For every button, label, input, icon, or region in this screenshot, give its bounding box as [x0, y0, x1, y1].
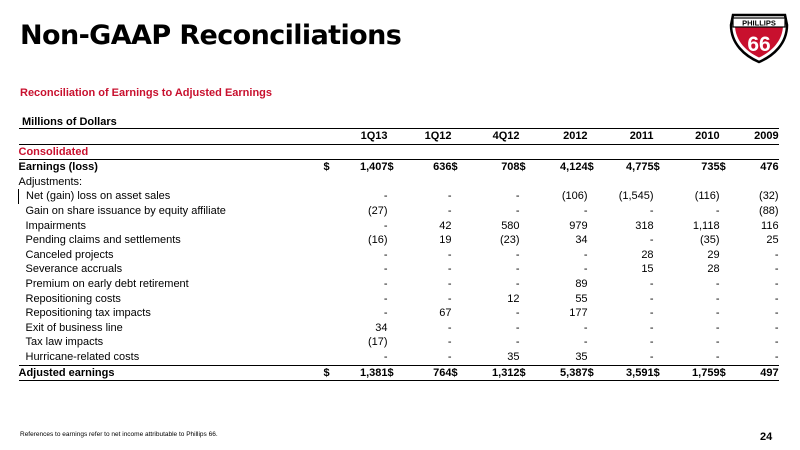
- spacer-cell: [452, 262, 466, 277]
- spacer-cell: [324, 219, 336, 234]
- adjustment-label: Gain on share issuance by equity affiliate: [25, 204, 226, 217]
- spacer-cell: [324, 321, 336, 336]
- spacer-cell: [324, 306, 336, 321]
- value-cell: 35: [575, 350, 588, 363]
- value-cell: 1,759: [668, 365, 720, 381]
- page-number: 24: [760, 431, 773, 443]
- spacer-cell: [520, 262, 534, 277]
- value-cell: -: [583, 204, 588, 217]
- value-cell: 1,407: [336, 160, 388, 175]
- value-cell: (106): [561, 190, 588, 203]
- column-header: 2009: [720, 129, 779, 145]
- phillips-66-shield-logo: [727, 10, 791, 64]
- spacer-cell: [588, 262, 602, 277]
- adjustments-header-row: [19, 175, 779, 190]
- currency-symbol: $: [388, 160, 402, 175]
- spacer-cell: [654, 277, 668, 292]
- value-cell: -: [774, 336, 779, 349]
- value-cell: -: [774, 248, 779, 261]
- spacer-cell: [520, 233, 534, 248]
- adjustment-label: Tax law impacts: [25, 336, 104, 349]
- value-cell: -: [774, 350, 779, 363]
- earnings-row-label: Earnings (loss): [19, 160, 324, 175]
- value-cell: 636: [402, 160, 452, 175]
- adjustment-row: [19, 292, 779, 307]
- spacer-cell: [520, 335, 534, 350]
- spacer-cell: [388, 306, 402, 321]
- value-cell: (1,545): [618, 190, 654, 203]
- value-cell: -: [515, 263, 520, 276]
- spacer-cell: [452, 277, 466, 292]
- value-cell: 764: [402, 365, 452, 381]
- spacer-cell: [654, 321, 668, 336]
- earnings-row: [19, 160, 779, 175]
- spacer-cell: [654, 219, 668, 234]
- adjustment-row: [19, 219, 779, 234]
- spacer-cell: [654, 350, 668, 365]
- adjustment-row: [19, 321, 779, 336]
- spacer-cell: [452, 306, 466, 321]
- value-cell: 735: [668, 160, 720, 175]
- spacer-cell: [520, 292, 534, 307]
- spacer-cell: [452, 189, 466, 204]
- value-cell: -: [383, 277, 388, 290]
- section-title: Reconciliation of Earnings to Adjusted Earnings: [20, 87, 273, 99]
- page-title: Non-GAAP Reconciliations: [20, 20, 402, 51]
- currency-symbol: $: [324, 365, 336, 381]
- value-cell: -: [515, 336, 520, 349]
- value-cell: -: [515, 190, 520, 203]
- spacer-cell: [588, 233, 602, 248]
- spacer-cell: [388, 262, 402, 277]
- value-cell: -: [447, 190, 452, 203]
- spacer-cell: [588, 306, 602, 321]
- value-cell: 19: [439, 234, 452, 247]
- value-cell: 4,775: [602, 160, 654, 175]
- spacer-cell: [588, 350, 602, 365]
- adjustments-label: Adjustments:: [18, 175, 83, 188]
- adjustment-row: [19, 189, 779, 204]
- spacer-cell: [720, 219, 734, 234]
- spacer-cell: [452, 248, 466, 263]
- spacer-cell: [720, 277, 734, 292]
- value-cell: 979: [569, 219, 588, 232]
- spacer-cell: [520, 219, 534, 234]
- spacer-cell: [654, 204, 668, 219]
- spacer-cell: [654, 189, 668, 204]
- spacer-cell: [654, 335, 668, 350]
- spacer-cell: [452, 233, 466, 248]
- value-cell: 116: [761, 219, 779, 232]
- value-cell: -: [583, 321, 588, 334]
- spacer-cell: [324, 292, 336, 307]
- value-cell: -: [447, 277, 452, 290]
- value-cell: -: [515, 204, 520, 217]
- value-cell: 497: [734, 365, 779, 381]
- value-cell: -: [383, 292, 388, 305]
- spacer-cell: [588, 189, 602, 204]
- spacer-cell: [654, 262, 668, 277]
- spacer-cell: [324, 248, 336, 263]
- value-cell: -: [649, 292, 654, 305]
- value-cell: -: [447, 263, 452, 276]
- column-header: 4Q12: [452, 129, 520, 145]
- value-cell: -: [649, 234, 654, 247]
- spacer-cell: [720, 335, 734, 350]
- adjustment-label: Hurricane-related costs: [25, 350, 140, 363]
- spacer-cell: [588, 204, 602, 219]
- currency-symbol: $: [452, 365, 466, 381]
- currency-symbol: $: [654, 160, 668, 175]
- spacer-cell: [452, 335, 466, 350]
- currency-symbol: $: [388, 365, 402, 381]
- value-cell: (23): [499, 234, 520, 247]
- footnote: References to earnings refer to net income attributable to Phillips 66.: [20, 431, 218, 438]
- currency-symbol: $: [720, 365, 734, 381]
- adjustment-label: Premium on early debt retirement: [25, 277, 189, 290]
- value-cell: (16): [367, 234, 388, 247]
- adjustment-row: [19, 277, 779, 292]
- value-cell: -: [383, 219, 388, 232]
- spacer-cell: [588, 321, 602, 336]
- value-cell: -: [383, 263, 388, 276]
- spacer-cell: [720, 350, 734, 365]
- spacer-cell: [388, 350, 402, 365]
- value-cell: 35: [507, 350, 520, 363]
- value-cell: 29: [707, 248, 720, 261]
- spacer-cell: [324, 189, 336, 204]
- value-cell: 4,124: [534, 160, 588, 175]
- adjustment-row: [19, 350, 779, 365]
- value-cell: -: [447, 350, 452, 363]
- currency-symbol: $: [720, 160, 734, 175]
- value-cell: -: [774, 321, 779, 334]
- value-cell: 34: [375, 321, 388, 334]
- value-cell: -: [774, 263, 779, 276]
- value-cell: -: [715, 277, 720, 290]
- spacer-cell: [520, 189, 534, 204]
- spacer-cell: [588, 335, 602, 350]
- spacer-cell: [452, 292, 466, 307]
- currency-symbol: $: [654, 365, 668, 381]
- currency-symbol: $: [520, 160, 534, 175]
- value-cell: 177: [569, 307, 588, 320]
- currency-symbol: $: [452, 160, 466, 175]
- spacer-cell: [324, 350, 336, 365]
- value-cell: 708: [466, 160, 520, 175]
- spacer-cell: [324, 277, 336, 292]
- column-header: 2012: [520, 129, 588, 145]
- spacer-cell: [588, 292, 602, 307]
- spacer-cell: [324, 335, 336, 350]
- value-cell: -: [383, 248, 388, 261]
- spacer-cell: [720, 248, 734, 263]
- value-cell: -: [383, 190, 388, 203]
- value-cell: (27): [367, 204, 388, 217]
- value-cell: -: [649, 321, 654, 334]
- value-cell: 25: [766, 234, 779, 247]
- spacer-cell: [452, 204, 466, 219]
- adjustment-row: [19, 248, 779, 263]
- value-cell: 3,591: [602, 365, 654, 381]
- logo-text-phillips: PHILLIPS: [742, 18, 776, 28]
- currency-symbol: $: [588, 160, 602, 175]
- value-cell: -: [447, 336, 452, 349]
- spacer-cell: [520, 248, 534, 263]
- value-cell: 12: [507, 292, 520, 305]
- value-cell: -: [715, 292, 720, 305]
- value-cell: 1,118: [692, 219, 720, 232]
- value-cell: -: [774, 277, 779, 290]
- adjustment-row: [19, 233, 779, 248]
- adjustment-label: Repositioning costs: [25, 292, 121, 305]
- value-cell: 55: [575, 292, 588, 305]
- spacer-cell: [452, 219, 466, 234]
- value-cell: -: [715, 321, 720, 334]
- adjustment-label: Net (gain) loss on asset sales: [19, 189, 324, 204]
- adjusted-earnings-row-label: Adjusted earnings: [19, 365, 324, 381]
- value-cell: 1,312: [466, 365, 520, 381]
- value-cell: -: [447, 292, 452, 305]
- spacer-cell: [388, 189, 402, 204]
- spacer-cell: [388, 335, 402, 350]
- adjustment-label: Repositioning tax impacts: [25, 307, 151, 320]
- spacer-cell: [388, 292, 402, 307]
- value-cell: -: [447, 204, 452, 217]
- column-header: 1Q13: [324, 129, 388, 145]
- value-cell: -: [447, 248, 452, 261]
- adjustment-row: [19, 204, 779, 219]
- currency-symbol: $: [588, 365, 602, 381]
- spacer-cell: [324, 204, 336, 219]
- value-cell: 15: [641, 263, 654, 276]
- value-cell: -: [649, 350, 654, 363]
- value-cell: -: [515, 248, 520, 261]
- spacer-cell: [720, 233, 734, 248]
- units-label: Millions of Dollars: [22, 116, 117, 128]
- logo-text-66: 66: [747, 33, 771, 56]
- value-cell: 42: [439, 219, 452, 232]
- value-cell: 580: [501, 219, 520, 232]
- value-cell: 34: [575, 234, 588, 247]
- value-cell: 5,387: [534, 365, 588, 381]
- spacer-cell: [388, 277, 402, 292]
- spacer-cell: [654, 233, 668, 248]
- value-cell: -: [583, 336, 588, 349]
- column-header: 2011: [588, 129, 654, 145]
- header-blank: [19, 129, 324, 145]
- adjustment-label: Pending claims and settlements: [25, 234, 181, 247]
- value-cell: -: [515, 307, 520, 320]
- adjustment-label: Impairments: [25, 219, 87, 232]
- value-cell: (35): [700, 234, 720, 247]
- adjustment-label: Canceled projects: [25, 248, 114, 261]
- column-header: 2010: [654, 129, 720, 145]
- adjustment-row: [19, 335, 779, 350]
- spacer-cell: [520, 277, 534, 292]
- spacer-cell: [520, 306, 534, 321]
- spacer-cell: [388, 321, 402, 336]
- value-cell: -: [715, 204, 720, 217]
- value-cell: -: [583, 263, 588, 276]
- spacer-cell: [388, 248, 402, 263]
- spacer-cell: [452, 350, 466, 365]
- spacer-cell: [388, 233, 402, 248]
- value-cell: (17): [367, 336, 388, 349]
- value-cell: -: [649, 336, 654, 349]
- value-cell: -: [583, 248, 588, 261]
- value-cell: -: [649, 277, 654, 290]
- value-cell: -: [515, 277, 520, 290]
- value-cell: 28: [641, 248, 654, 261]
- value-cell: 476: [734, 160, 779, 175]
- spacer-cell: [720, 292, 734, 307]
- spacer-cell: [452, 321, 466, 336]
- spacer-cell: [520, 350, 534, 365]
- value-cell: 318: [635, 219, 654, 232]
- value-cell: -: [715, 336, 720, 349]
- consolidated-label: Consolidated: [18, 145, 89, 158]
- spacer-cell: [388, 219, 402, 234]
- reconciliation-table: [18, 128, 779, 381]
- spacer-cell: [324, 233, 336, 248]
- spacer-cell: [388, 204, 402, 219]
- value-cell: (32): [759, 190, 779, 203]
- value-cell: (88): [759, 204, 779, 217]
- spacer-cell: [588, 219, 602, 234]
- value-cell: -: [715, 350, 720, 363]
- value-cell: -: [383, 350, 388, 363]
- value-cell: -: [383, 307, 388, 320]
- spacer-cell: [720, 321, 734, 336]
- adjustment-row: [19, 306, 779, 321]
- consolidated-row: [19, 144, 779, 160]
- spacer-cell: [720, 204, 734, 219]
- spacer-cell: [720, 262, 734, 277]
- value-cell: 67: [439, 307, 452, 320]
- value-cell: -: [715, 307, 720, 320]
- value-cell: 89: [575, 277, 588, 290]
- value-cell: -: [649, 204, 654, 217]
- adjustment-label: Exit of business line: [25, 321, 123, 334]
- adjusted-earnings-row: [19, 365, 779, 381]
- value-cell: -: [649, 307, 654, 320]
- spacer-cell: [520, 321, 534, 336]
- value-cell: 1,381: [336, 365, 388, 381]
- spacer-cell: [654, 306, 668, 321]
- currency-symbol: $: [520, 365, 534, 381]
- spacer-cell: [520, 204, 534, 219]
- spacer-cell: [588, 277, 602, 292]
- value-cell: -: [515, 321, 520, 334]
- header-row: [19, 129, 779, 145]
- adjustment-label: Severance accruals: [25, 263, 123, 276]
- spacer-cell: [654, 292, 668, 307]
- value-cell: -: [774, 292, 779, 305]
- spacer-cell: [654, 248, 668, 263]
- spacer-cell: [720, 189, 734, 204]
- value-cell: -: [774, 307, 779, 320]
- value-cell: -: [447, 321, 452, 334]
- column-header: 1Q12: [388, 129, 452, 145]
- adjustment-row: [19, 262, 779, 277]
- value-cell: 28: [707, 263, 720, 276]
- spacer-cell: [588, 248, 602, 263]
- spacer-cell: [324, 262, 336, 277]
- value-cell: (116): [694, 190, 720, 203]
- currency-symbol: $: [324, 160, 336, 175]
- spacer-cell: [720, 306, 734, 321]
